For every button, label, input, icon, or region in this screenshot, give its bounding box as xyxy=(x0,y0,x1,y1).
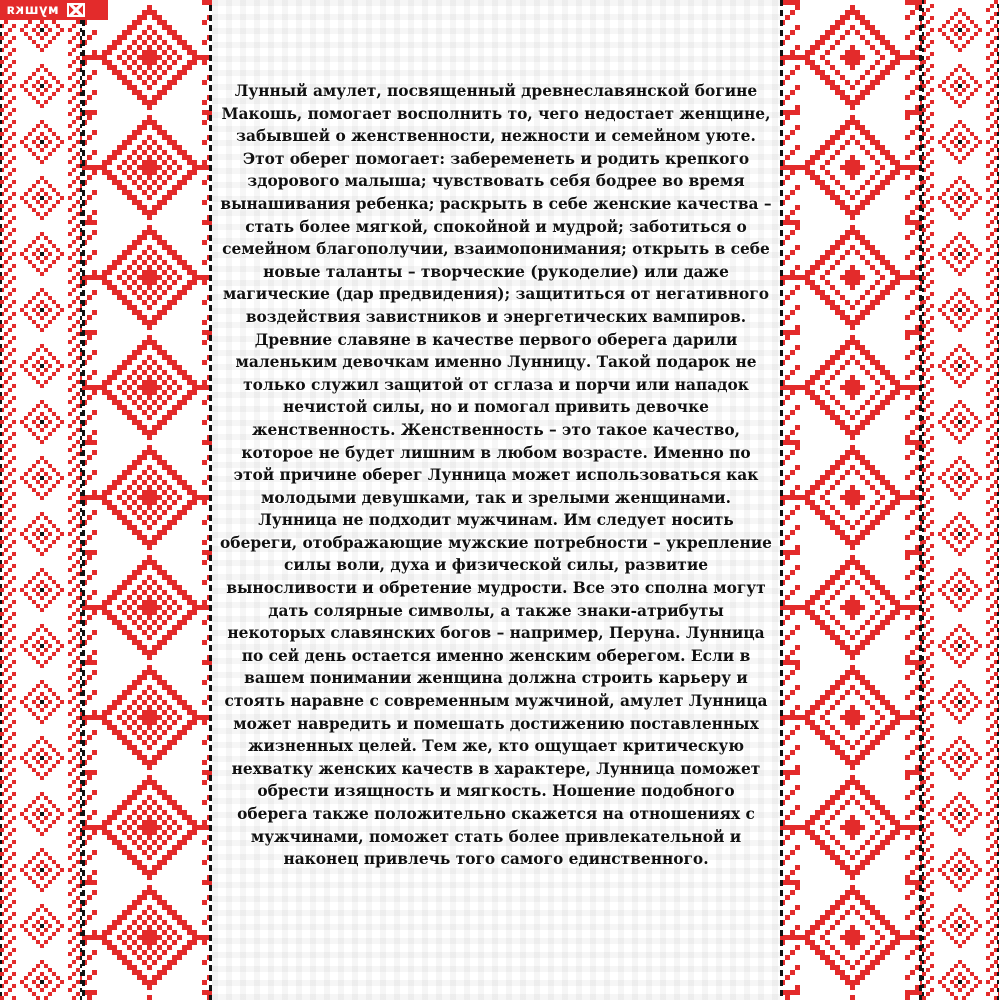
logo-text: мушкя xyxy=(6,2,59,18)
left-outer-embroidery-border xyxy=(0,0,82,1000)
article-text: Лунный амулет, посвященный древнеславянской богине Макошь, помогает восполнить то, чего недостает женщине, забывшей о женственности, нежности и семейном уюте. Этот оберег помогает: забеременеть и родить крепкого здорового малыша; чувствовать себя бодрее во время вынашивания ребенка; раскрыть в себе женские качества – стать более мягкой, спокойной и мудрой; заботиться о семейном благополучии, взаимопонимания; открыть в себе новые таланты – творческие (рукоделие) или даже магические (дар предвидения); защититься от негативного воздействия завистников и энергетических вампиров. Древние славяне в качестве первого оберега дарили маленьким девочкам именно Лунницу. Такой подарок не только служил защитой от сглаза и порчи или нападок нечистой силы, но и помогал привить девочке женственность. Женственность – это такое качество, которое не будет лишним в любом возрасте. Именно по этой причине оберег Лунница может использоваться как молодыми девушками, так и зрелыми женщинами. Лунница не подходит мужчинам. Им следует носить обереги, отображающие мужские потребности – укрепление силы воли, духа и физической силы, развитие выносливости и обретение мудрости. Все это сполна могут дать солярные символы, а также знаки-атрибуты некоторых славянских богов – например, Перуна. Лунница по сей день остается именно женским оберегом. Если в вашем понимании женщина должна строить карьеру и стоять наравне с современным мужчиной, амулет Лунница может навредить и помешать достижению поставленных жизненных целей. Тем же, кто ощущает критическую нехватку женских качеств в характере, Лунница поможет обрести изящность и мягкость. Ношение подобного оберега также положительно скажется на отношениях с мужчинами, поможет стать более привлекательной и наконец привлечь того самого единственного. xyxy=(220,82,772,869)
site-logo[interactable] xyxy=(0,0,108,20)
right-outer-embroidery-border xyxy=(922,0,999,1000)
left-embroidery-border xyxy=(82,0,212,1000)
right-embroidery-border xyxy=(780,0,922,1000)
embroidery-diamond-icon xyxy=(67,3,85,17)
